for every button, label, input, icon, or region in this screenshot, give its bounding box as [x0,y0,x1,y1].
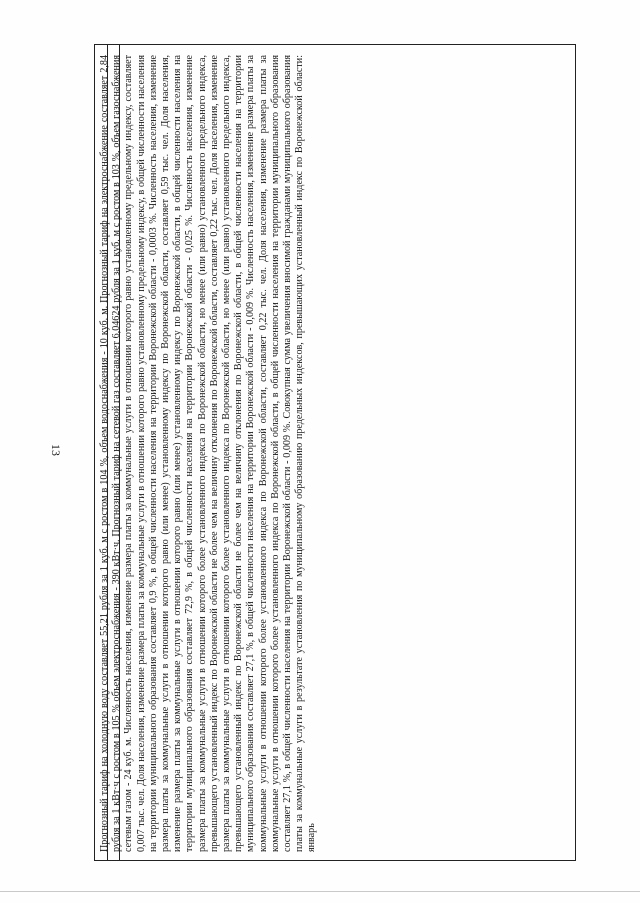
scan-edge-line [0,891,640,892]
table-text-cell [95,45,577,862]
cell-paragraph: Прогнозный тариф на холодную воду составляет 55,21 рубля за 1 куб. м с ростом в 104 %, объем водоснабжения - 10 куб. м. Прогнозный тариф на электроснабжение составляет 2,84 рубля за 1 кВт·ч с ростом в 105 % объем электроснабжения - 390 кВт·ч. Прогнозный тариф на сетевой газ составляет 6,04624 рубля за 1 куб. м с ростом в 103 %, объем газоснабжения сетевым газом - 24 куб. м. Численность населения, изменение размера платы за коммунальные услуги в отношении которого равно установленному предельному индексу, составляет 0,007 тыс. чел. Доля населения, изменение размера платы за коммунальные услуги в отношении которого равно установленному предельному индексу, в общей численности населения на территории муниципального образования составляет 0,9 %, в общей численности населения на территории Воронежской области - 0,0003 %. Численность населения, изменение размера платы за коммунальные услуги в отношении которого равно (или менее) установленному индексу по Воронежской области, составляет 0,59 тыс. чел. Доля населения, изменение размера платы за коммунальные услуги в отношении которого равно (или менее) установленному индексу по Воронежской области, в общей численности населения на территории муниципального образования составляет 72,9 %, в общей численности населения на территории Воронежской области - 0,025 %. Численность населения, изменение размера платы за коммунальные услуги в отношении которого более установленного индекса по Воронежской области, но менее (или равно) установленного предельного индекса, превышающего установленный индекс по Воронежской области не более чем на величину отклонения по Воронежской области, составляет 0,22 тыс. чел. Доля населения, изменение размера платы за коммунальные услуги в отношении которого более установленного индекса по Воронежской области, но менее (или равно) установленного предельного индекса, превышающего установленный индекс по Воронежской области не более чем на величину отклонения по Воронежской области, в общей численности населения на территории муниципального образования составляет 27,1 %, в общей численности населения на территории Воронежской области - 0,009 %. Численность населения, изменение размера платы за коммунальные услуги в отношении которого более установленного индекса по Воронежской области, составляет 0,22 тыс. чел. Доля населения, изменение размера платы за коммунальные услуги в отношении которого более установленного индекса по Воронежской области, в общей численности населения на территории муниципального образования составляет 27,1 %, в общей численности населения на территории Воронежской области - 0,009 %. Совокупная сумма увеличения вносимой гражданами муниципального образования платы за коммунальные услуги в результате установления по муниципальному образованию предельных индексов, превышающих установленный индекс по Воронежской области: январь [99,55,318,852]
page-number: 13 [49,444,63,456]
table-frame [94,44,576,861]
